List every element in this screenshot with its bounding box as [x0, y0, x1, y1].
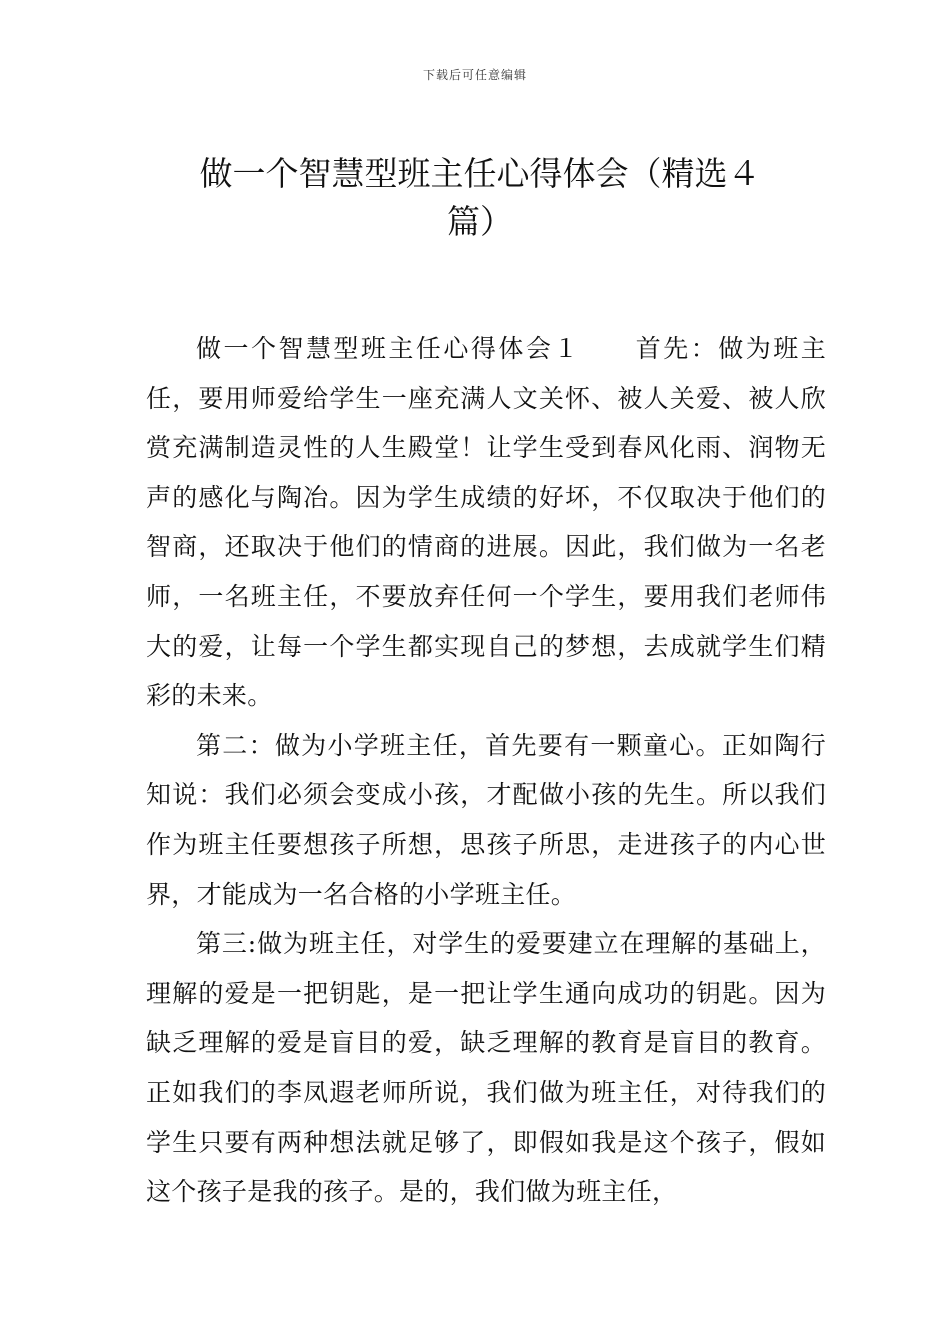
paragraph-2: 第二：做为小学班主任，首先要有一颗童心。正如陶行知说：我们必须会变成小孩，才配做小孩的先生。所以我们作为班主任要想孩子所想，思孩子所思，走进孩子的内心世界，才能成为一名合格的小学班主任。: [146, 730, 826, 909]
header-note: 下载后可任意编辑: [422, 68, 527, 82]
document-body: [146, 324, 826, 1217]
title-line-1: 做一个智慧型班主任心得体会（精选４: [199, 154, 761, 194]
paragraph-3: 第三:做为班主任，对学生的爱要建立在理解的基础上，理解的爱是一把钥匙，是一把让学生通向成功的钥匙。因为缺乏理解的爱是盲目的爱，缺乏理解的教育是盲目的教育。正如我们的李凤遐老师所说，我们做为班主任，对待我们的学生只要有两种想法就足够了，即假如我是这个孩子，假如这个孩子是我的孩子。是的，我们做为班主任，: [146, 929, 826, 1207]
paragraph-1: 做一个智慧型班主任心得体会１ 首先：做为班主任，要用师爱给学生一座充满人文关怀、被人关爱、被人欣赏充满制造灵性的人生殿堂！让学生受到春风化雨、润物无声的感化与陶冶。因为学生成绩的好坏，不仅取决于他们的智商，还取决于他们的情商的进展。因此，我们做为一名老师，一名班主任，不要放弃任何一个学生，要用我们老师伟大的爱，让每一个学生都实现自己的梦想，去成就学生们精彩的未来。: [146, 334, 826, 711]
title-line-2: 篇）: [447, 202, 513, 242]
document-title: [180, 150, 780, 246]
